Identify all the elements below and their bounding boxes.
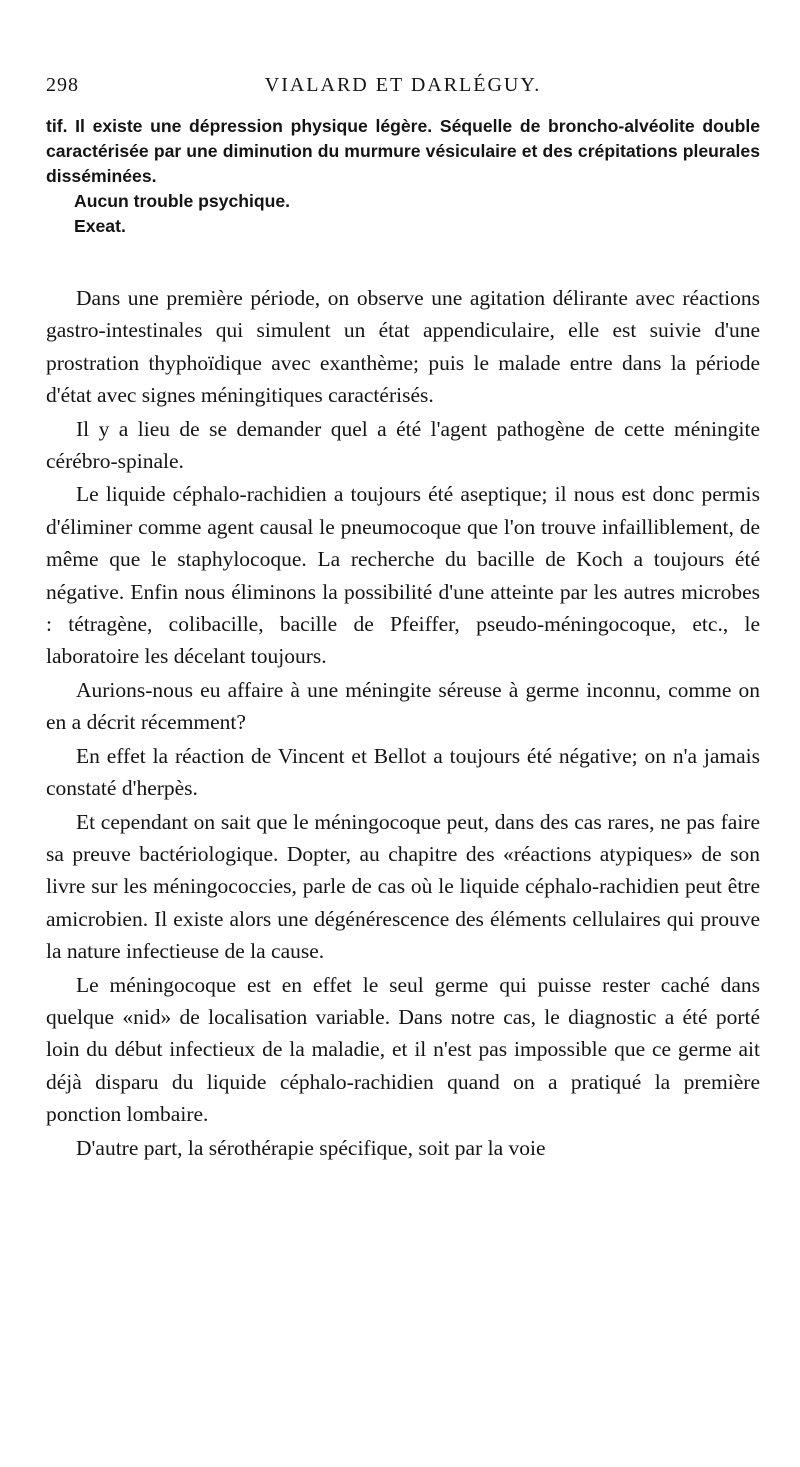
paragraph: Il y a lieu de se demander quel a été l'agent pathogène de cette méningite cérébro-spinale. xyxy=(46,416,760,474)
case-note-line: tif. Il existe une dépression physique légère. Séquelle de broncho-alvéolite double caractérisée par une diminution du murmure vésiculaire et des crépitations pleurales disséminées. xyxy=(46,116,760,186)
paragraph: Et cependant on sait que le méningocoque peut, dans des cas rares, ne pas faire sa preuve bactériologique. Dopter, au chapitre des «réactions atypiques» de son livre sur les méningococcies, parle de cas où le liquide céphalo-rachidien peut être amicrobien. Il existe alors une dégénérescence des éléments cellulaires qui prouve la nature infectieuse de la cause. xyxy=(46,809,760,964)
case-note xyxy=(46,114,760,239)
case-note-line: Exeat. xyxy=(74,216,126,236)
paragraph: Aurions-nous eu affaire à une méningite séreuse à germe inconnu, comme on en a décrit récemment? xyxy=(46,677,760,735)
paragraph: Le méningocoque est en effet le seul germe qui puisse rester caché dans quelque «nid» de localisation variable. Dans notre cas, le diagnostic a été porté loin du début infectieux de la maladie, et il n'est pas impossible que ce germe ait déjà disparu du liquide céphalo-rachidien quand on a pratiqué la première ponction lombaire. xyxy=(46,972,760,1127)
paragraph: D'autre part, la sérothérapie spécifique, soit par la voie xyxy=(76,1135,546,1160)
case-note-line: Aucun trouble psychique. xyxy=(74,191,291,211)
running-head xyxy=(46,74,760,104)
paragraph: Dans une première période, on observe une agitation délirante avec réactions gastro-intestinales qui simulent un état appendiculaire, elle est suivie d'une prostration thyphoïdique avec exanthème; puis le malade entre dans la période d'état avec signes méningitiques caractérisés. xyxy=(46,286,760,408)
paragraph: En effet la réaction de Vincent et Bellot a toujours été négative; on n'a jamais constaté d'herpès. xyxy=(46,743,760,801)
paragraph: Le liquide céphalo-rachidien a toujours été aseptique; il nous est donc permis d'éliminer comme agent causal le pneumocoque que l'on trouve infailliblement, de même que le staphylocoque. La recherche du bacille de Koch a toujours été négative. Enfin nous éliminons la possibilité d'une atteinte par les autres microbes : tétragène, colibacille, bacille de Pfeiffer, pseudo-méningocoque, etc., le laboratoire les décelant toujours. xyxy=(46,482,760,669)
body-text xyxy=(46,282,760,1165)
running-title: VIALARD ET DARLÉGUY. xyxy=(264,74,542,96)
page-number: 298 xyxy=(46,74,79,96)
